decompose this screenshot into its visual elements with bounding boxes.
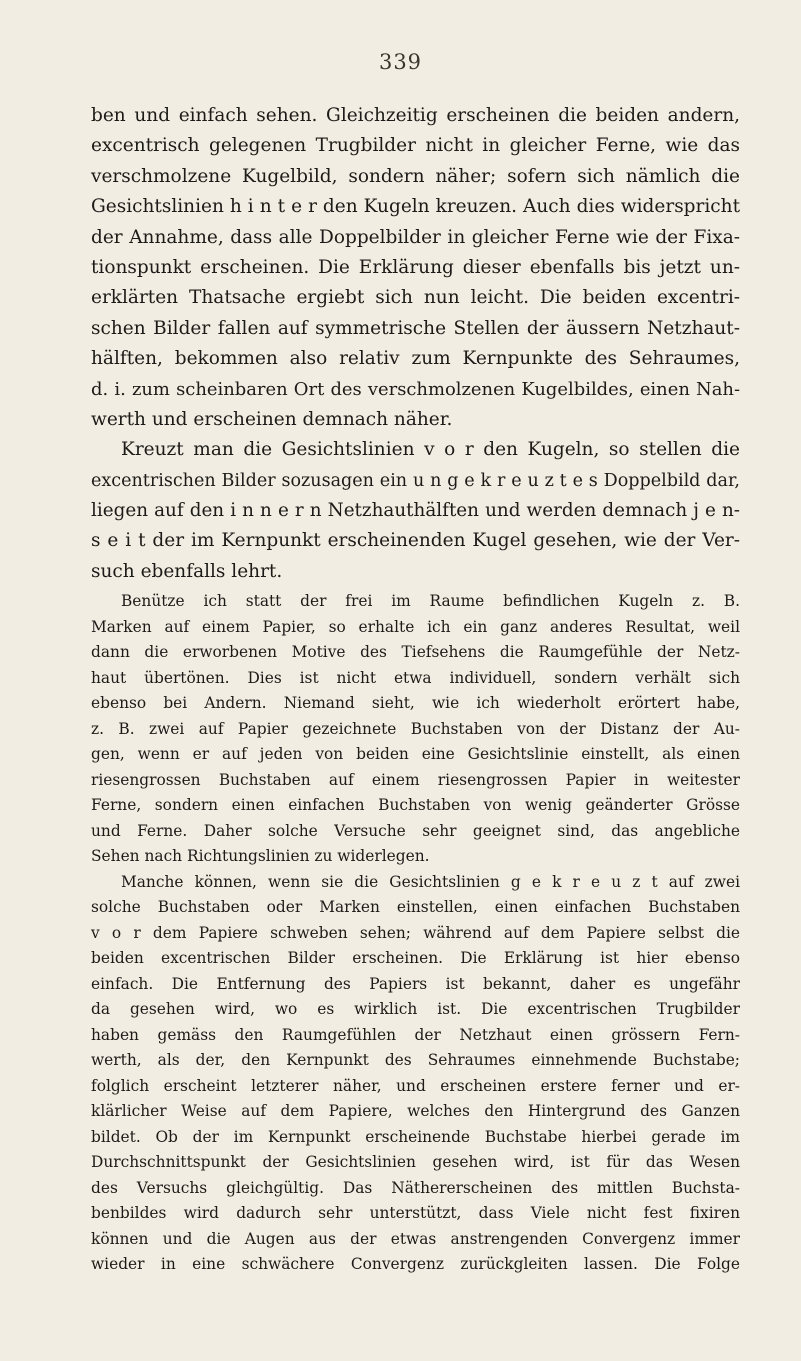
page-body xyxy=(91,101,740,1278)
text-line: tionspunkt erscheinen. Die Erklärung dieser ebenfalls bis jetzt un- xyxy=(91,256,740,278)
text-line: haut übertönen. Dies ist nicht etwa individuell, sondern verhält sich xyxy=(91,668,740,687)
text-line: erklärten Thatsache ergiebt sich nun leicht. Die beiden excentri- xyxy=(91,287,740,309)
text-line: beiden excentrischen Bilder erscheinen. Die Erklärung ist hier ebenso xyxy=(91,949,740,968)
text-line: bildet. Ob der im Kernpunkt erscheinende Buchstabe hierbei gerade im xyxy=(91,1127,740,1146)
text-line: Gesichtslinien h i n t e r den Kugeln kreuzen. Auch dies widerspricht xyxy=(91,196,740,218)
text-line: Benütze ich statt der frei im Raume befindlichen Kugeln z. B. xyxy=(121,592,740,611)
text-line: einfach. Die Entfernung des Papiers ist bekannt, daher es ungefähr xyxy=(91,974,740,993)
text-line: v o r dem Papiere schweben sehen; während auf dem Papiere selbst die xyxy=(91,923,740,942)
text-line: Ferne, sondern einen einfachen Buchstaben von wenig geänderter Grösse xyxy=(91,796,740,815)
paragraph-2 xyxy=(91,435,740,587)
text-line: Durchschnittspunkt der Gesichtslinien gesehen wird, ist für das Wesen xyxy=(91,1153,740,1172)
paragraph-3 xyxy=(91,589,740,870)
text-line: Manche können, wenn sie die Gesichtslinien g e k r e u z t auf zwei xyxy=(121,872,740,891)
text-line: folglich erscheint letzterer näher, und erscheinen erstere ferner und er- xyxy=(91,1076,740,1095)
text-line: hälften, bekommen also relativ zum Kernpunkte des Sehraumes, xyxy=(91,348,740,370)
text-line: werth und erscheinen demnach näher. xyxy=(91,408,453,430)
paragraph-1 xyxy=(91,101,740,435)
text-line: s e i t der im Kernpunkt erscheinenden Kugel gesehen, wie der Ver- xyxy=(91,530,740,552)
text-line: klärlicher Weise auf dem Papiere, welches den Hintergrund des Ganzen xyxy=(91,1102,740,1121)
page-number: 339 xyxy=(378,50,423,74)
text-line: solche Buchstaben oder Marken einstellen, einen einfachen Buchstaben xyxy=(91,898,740,917)
text-line: such ebenfalls lehrt. xyxy=(91,560,283,582)
text-line: werth, als der, den Kernpunkt des Sehraumes einnehmende Buchstabe; xyxy=(91,1051,740,1070)
text-line: excentrisch gelegenen Trugbilder nicht in gleicher Ferne, wie das xyxy=(91,135,740,157)
text-line: riesengrossen Buchstaben auf einem riesengrossen Papier in weitester xyxy=(91,770,740,789)
text-line: des Versuchs gleichgültig. Das Näthererscheinen des mittlen Buchsta- xyxy=(91,1178,740,1197)
text-line: können und die Augen aus der etwas anstrengenden Convergenz immer xyxy=(91,1229,740,1248)
text-line: ben und einfach sehen. Gleichzeitig erscheinen die beiden andern, xyxy=(91,105,740,126)
text-line: liegen auf den i n n e r n Netzhauthälften und werden demnach j e n- xyxy=(91,500,740,522)
text-line: excentrischen Bilder sozusagen ein u n g e k r e u z t e s Doppelbild dar, xyxy=(91,470,740,491)
text-line: Sehen nach Richtungslinien zu widerlegen. xyxy=(91,847,430,866)
paragraph-4 xyxy=(91,870,740,1278)
text-line: z. B. zwei auf Papier gezeichnete Buchstaben von der Distanz der Au- xyxy=(91,719,740,738)
text-line: wieder in eine schwächere Convergenz zurückgleiten lassen. Die Folge xyxy=(91,1255,740,1274)
text-line: da gesehen wird, wo es wirklich ist. Die excentrischen Trugbilder xyxy=(91,1000,740,1019)
text-line: haben gemäss den Raumgefühlen der Netzhaut einen grössern Fern- xyxy=(91,1025,740,1044)
text-line: der Annahme, dass alle Doppelbilder in gleicher Ferne wie der Fixa- xyxy=(91,226,740,248)
text-line: d. i. zum scheinbaren Ort des verschmolzenen Kugelbildes, einen Nah- xyxy=(91,378,740,400)
text-line: dann die erworbenen Motive des Tiefsehens die Raumgefühle der Netz- xyxy=(91,643,740,662)
text-line: Kreuzt man die Gesichtslinien v o r den Kugeln, so stellen die xyxy=(121,439,740,461)
text-line: und Ferne. Daher solche Versuche sehr geeignet sind, das angebliche xyxy=(91,821,740,840)
text-line: ebenso bei Andern. Niemand sieht, wie ich wiederholt erörtert habe, xyxy=(91,694,740,713)
text-line: benbildes wird dadurch sehr unterstützt, dass Viele nicht fest fixiren xyxy=(91,1204,740,1223)
text-line: schen Bilder fallen auf symmetrische Stellen der äussern Netzhaut- xyxy=(91,317,740,339)
text-line: gen, wenn er auf jeden von beiden eine Gesichtslinie einstellt, als einen xyxy=(91,745,740,764)
text-line: Marken auf einem Papier, so erhalte ich ein ganz anderes Resultat, weil xyxy=(91,617,740,636)
text-line: verschmolzene Kugelbild, sondern näher; sofern sich nämlich die xyxy=(91,165,740,187)
